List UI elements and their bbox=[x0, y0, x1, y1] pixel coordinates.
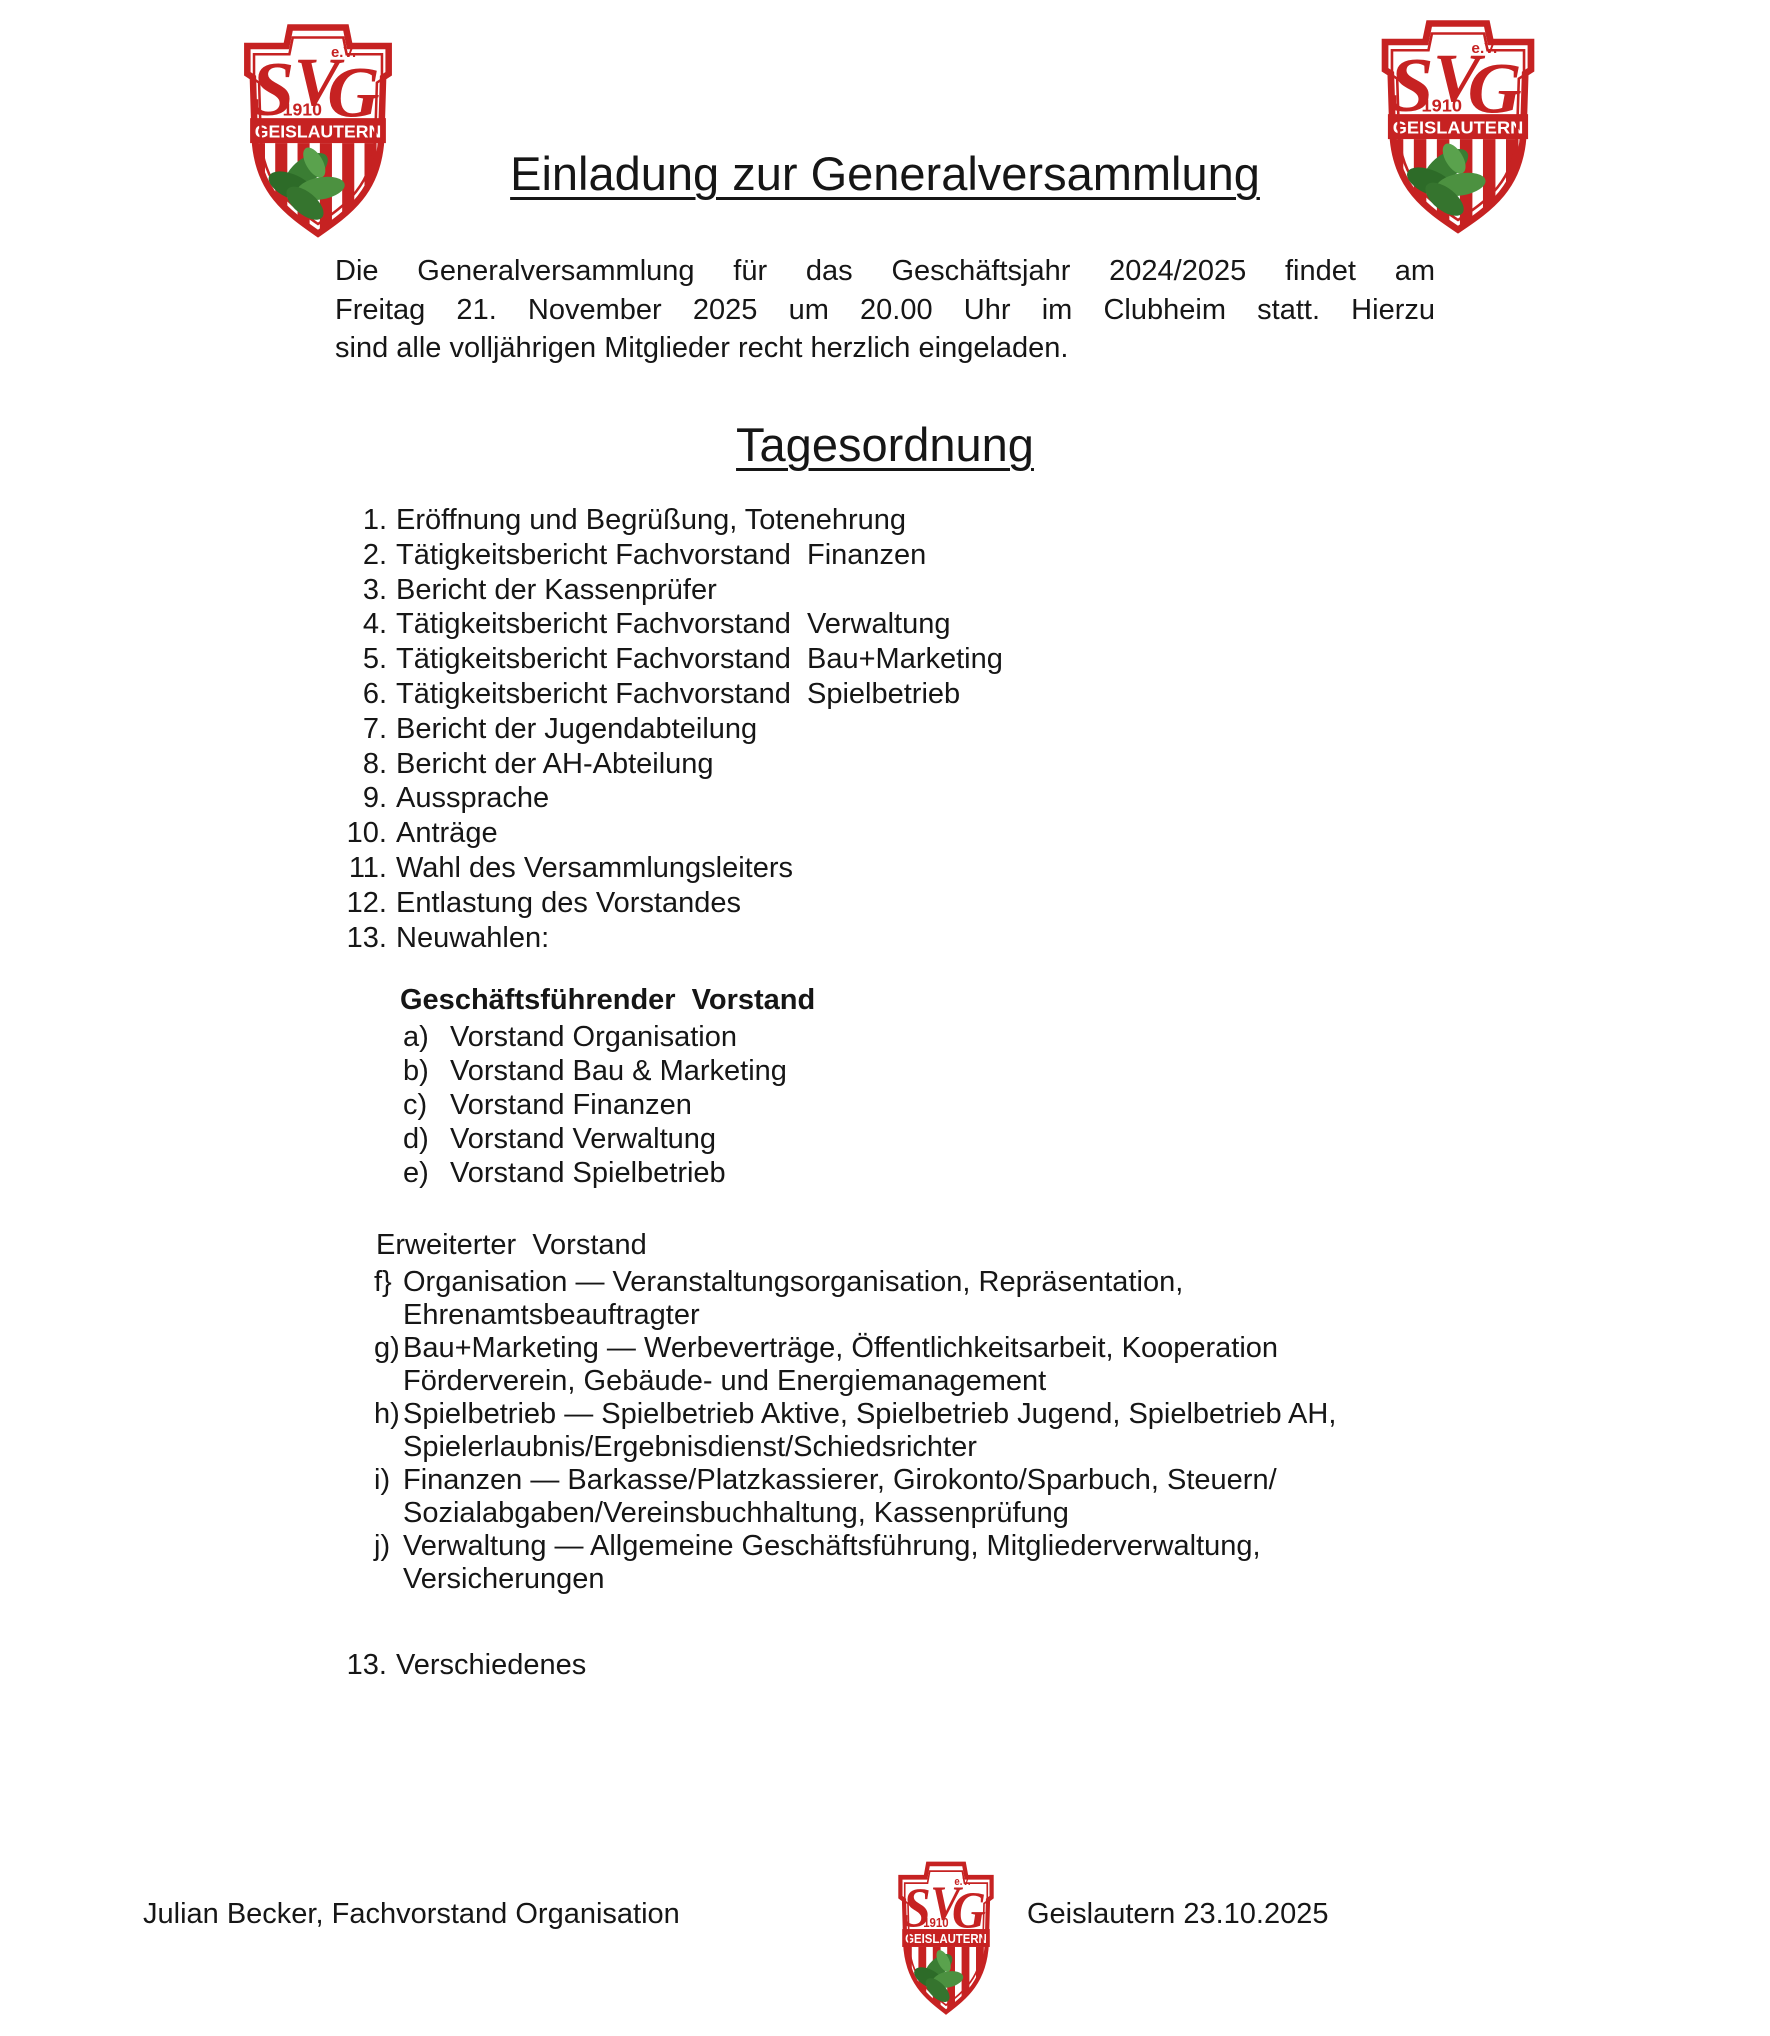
list-item bbox=[374, 1398, 1336, 1464]
agenda-item-text: Wahl des Versammlungsleiters bbox=[396, 851, 794, 884]
agenda-item bbox=[335, 921, 1003, 956]
list-item bbox=[403, 1088, 787, 1122]
footer-place-date: Geislautern 23.10.2025 bbox=[1027, 1898, 1329, 1930]
agenda-item-text: Bericht der Jugendabteilung bbox=[396, 712, 758, 745]
list-item-text: Organisation — Veranstaltungsorganisation, Repräsentation, Ehrenamtsbeauftragter bbox=[403, 1266, 1184, 1331]
page-title: Einladung zur Generalversammlung bbox=[510, 147, 1260, 200]
list-item bbox=[374, 1266, 1336, 1332]
agenda-item-number: 4. bbox=[362, 608, 387, 641]
list-item bbox=[403, 1122, 787, 1156]
agenda-item-text: Aussprache bbox=[396, 782, 550, 815]
agenda-item bbox=[335, 712, 1003, 747]
agenda-list bbox=[335, 503, 1003, 955]
agenda-item-number: 2. bbox=[362, 538, 387, 571]
list-item-label: j) bbox=[374, 1530, 391, 1562]
agenda-item-number: 7. bbox=[362, 712, 387, 745]
list-item bbox=[374, 1530, 1336, 1596]
agenda-item bbox=[335, 886, 1003, 921]
agenda-item-text: Bericht der Kassenprüfer bbox=[396, 573, 717, 606]
agenda-item-text: Anträge bbox=[396, 817, 498, 850]
list-item bbox=[403, 1156, 787, 1190]
agenda-item-text: Entlastung des Vorstandes bbox=[396, 886, 742, 919]
agenda-item-number: 5. bbox=[362, 643, 387, 676]
agenda-item bbox=[335, 607, 1003, 642]
agenda-item-text: Verschiedenes bbox=[396, 1649, 587, 1681]
list-item-label: c) bbox=[403, 1089, 428, 1121]
agenda-item bbox=[335, 677, 1003, 712]
list-item bbox=[403, 1054, 787, 1088]
list-item bbox=[403, 1020, 787, 1054]
list-item-text: Verwaltung — Allgemeine Geschäftsführung, Mitgliederverwaltung, Versicherungen bbox=[403, 1530, 1261, 1595]
agenda-item bbox=[335, 747, 1003, 782]
intro-paragraph bbox=[335, 252, 1435, 368]
agenda-item-number: 6. bbox=[362, 677, 387, 710]
agenda-item-number: 11. bbox=[348, 851, 387, 884]
agenda-item-number: 13. bbox=[346, 1649, 387, 1681]
agenda-item bbox=[335, 851, 1003, 886]
final-agenda-item bbox=[335, 1648, 586, 1683]
agenda-item-text: Eröffnung und Begrüßung, Totenehrung bbox=[396, 504, 907, 536]
agenda-item bbox=[335, 503, 1003, 538]
agenda-item-text: Tätigkeitsbericht Fachvorstand Verwaltung bbox=[396, 608, 951, 641]
agenda-item-number: 13. bbox=[346, 921, 387, 954]
club-crest-top-left bbox=[225, 22, 411, 242]
agenda-item bbox=[335, 781, 1003, 816]
list-item-label: f} bbox=[374, 1266, 392, 1298]
list-item-text: Vorstand Finanzen bbox=[450, 1089, 692, 1121]
list-item-label: g) bbox=[374, 1332, 400, 1364]
intro-line: Die Generalversammlung für das Geschäftsjahr 2024/2025 findet am bbox=[335, 255, 1435, 287]
list-item-text: Bau+Marketing — Werbeverträge, Öffentlichkeitsarbeit, Kooperation Förderverein, Gebäude- und Energiemanagement bbox=[403, 1332, 1279, 1397]
list-item-text: Spielbetrieb — Spielbetrieb Aktive, Spielbetrieb Jugend, Spielbetrieb AH, Spielerlaubnis/Ergebnisdienst/Schiedsrichter bbox=[403, 1398, 1337, 1463]
club-crest-top-right bbox=[1362, 18, 1554, 238]
club-crest-footer bbox=[886, 1860, 1006, 2018]
agenda-item bbox=[335, 573, 1003, 608]
executive-board-heading: Geschäftsführender Vorstand bbox=[400, 984, 816, 1016]
footer-signature: Julian Becker, Fachvorstand Organisation bbox=[143, 1898, 680, 1930]
agenda-item bbox=[335, 538, 1003, 573]
agenda-item-number: 9. bbox=[362, 782, 387, 815]
list-item-label: b) bbox=[403, 1055, 429, 1087]
list-item bbox=[374, 1332, 1336, 1398]
list-item-label: e) bbox=[403, 1157, 429, 1189]
agenda-item-number: 12. bbox=[346, 886, 387, 919]
list-item-text: Vorstand Verwaltung bbox=[450, 1123, 717, 1155]
agenda-item-number: 8. bbox=[362, 747, 387, 780]
agenda-item bbox=[335, 642, 1003, 677]
agenda-item-number: 3. bbox=[362, 573, 387, 606]
agenda-item-text: Tätigkeitsbericht Fachvorstand Bau+Marketing bbox=[396, 643, 1003, 676]
agenda-item-text: Tätigkeitsbericht Fachvorstand Spielbetrieb bbox=[396, 677, 961, 710]
agenda-item-number: 1. bbox=[362, 504, 387, 536]
extended-board-heading: Erweiterter Vorstand bbox=[376, 1229, 647, 1261]
list-item-text: Finanzen — Barkasse/Platzkassierer, Girokonto/Sparbuch, Steuern/ Sozialabgaben/Vereinsbuchhaltung, Kassenprüfung bbox=[403, 1464, 1277, 1529]
list-item-text: Vorstand Bau & Marketing bbox=[450, 1055, 787, 1087]
executive-board-list bbox=[403, 1020, 787, 1190]
list-item-label: i) bbox=[374, 1464, 391, 1496]
list-item-label: d) bbox=[403, 1123, 429, 1155]
list-item-text: Vorstand Spielbetrieb bbox=[450, 1157, 726, 1189]
agenda-item-text: Bericht der AH-Abteilung bbox=[396, 747, 714, 780]
list-item-label: h) bbox=[374, 1398, 400, 1430]
intro-line: Freitag 21. November 2025 um 20.00 Uhr im Clubheim statt. Hierzu bbox=[335, 293, 1435, 326]
intro-line: sind alle volljährigen Mitglieder recht herzlich eingeladen. bbox=[335, 332, 1069, 364]
extended-board-list bbox=[374, 1266, 1336, 1596]
agenda-heading: Tagesordnung bbox=[736, 418, 1034, 471]
agenda-item bbox=[335, 816, 1003, 851]
agenda-item-text: Tätigkeitsbericht Fachvorstand Finanzen bbox=[396, 538, 927, 571]
list-item bbox=[374, 1464, 1336, 1530]
list-item-label: a) bbox=[403, 1021, 429, 1053]
agenda-item-number: 10. bbox=[346, 817, 387, 850]
agenda-item-text: Neuwahlen: bbox=[396, 921, 550, 954]
list-item-text: Vorstand Organisation bbox=[450, 1021, 737, 1053]
